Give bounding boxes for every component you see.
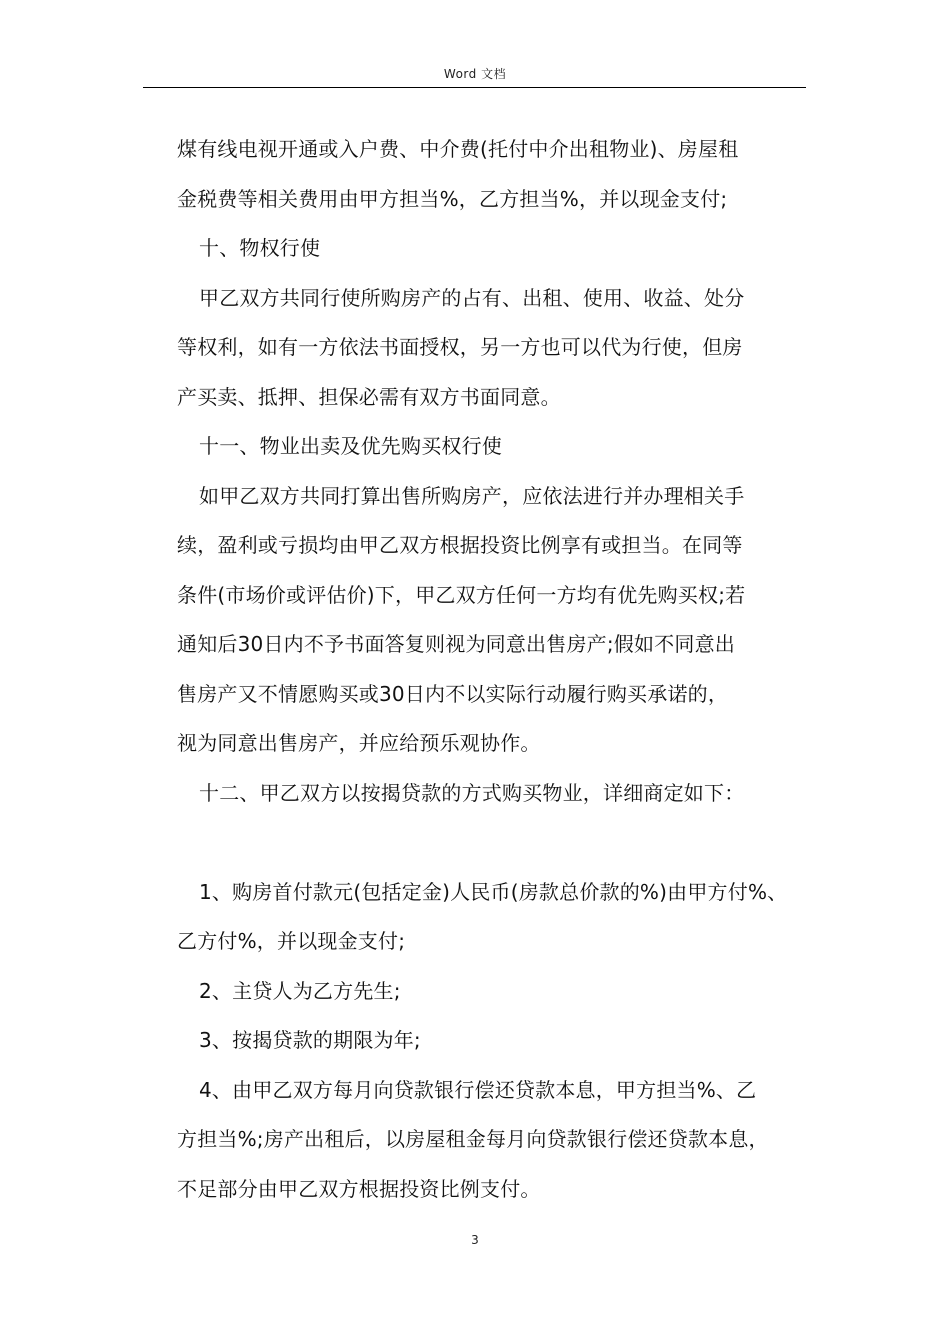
paragraph-line: 乙方付%，并以现金支付; xyxy=(177,929,406,953)
paragraph-line: 条件(市场价或评估价)下，甲乙双方任何一方均有优先购买权;若 xyxy=(177,582,746,607)
section-heading: 十二、甲乙双方以按揭贷款的方式购买物业，详细商定如下： xyxy=(199,780,745,805)
list-item: 1、购房首付款元(包括定金)人民币(房款总价款的%)由甲方付%、 xyxy=(199,879,788,904)
paragraph-line: 产买卖、抵押、担保必需有双方书面同意。 xyxy=(177,384,561,409)
blank-line xyxy=(177,818,809,868)
document-body xyxy=(177,125,809,1214)
page-header: Word 文档 xyxy=(443,67,507,81)
paragraph-line: 不足部分由甲乙双方根据投资比例支付。 xyxy=(177,1176,541,1201)
page-number: 3 xyxy=(471,1233,479,1247)
paragraph-line: 如甲乙双方共同打算出售所购房产，应依法进行并办理相关手 xyxy=(199,483,745,508)
list-item: 3、按揭贷款的期限为年; xyxy=(199,1028,421,1052)
list-item: 4、由甲乙双方每月向贷款银行偿还贷款本息，甲方担当%、乙 xyxy=(199,1077,757,1102)
paragraph-line: 甲乙双方共同行使所购房产的占有、出租、使用、收益、处分 xyxy=(199,285,745,310)
paragraph-line: 金税费等相关费用由甲方担当%，乙方担当%，并以现金支付; xyxy=(177,186,728,211)
paragraph-line: 视为同意出售房产，并应给预乐观协作。 xyxy=(177,731,541,755)
header-divider xyxy=(143,87,806,88)
section-heading: 十一、物业出卖及优先购买权行使 xyxy=(199,434,502,458)
section-heading: 十、物权行使 xyxy=(199,236,321,260)
list-item: 2、主贷人为乙方先生; xyxy=(199,978,401,1003)
paragraph-line: 通知后30日内不予书面答复则视为同意出售房产;假如不同意出 xyxy=(177,632,735,656)
paragraph-line: 方担当%;房产出租后，以房屋租金每月向贷款银行偿还贷款本息， xyxy=(177,1127,769,1151)
paragraph-line: 续，盈利或亏损均由甲乙双方根据投资比例享有或担当。在同等 xyxy=(177,533,743,557)
paragraph-line: 等权利，如有一方依法书面授权，另一方也可以代为行使，但房 xyxy=(177,335,743,359)
paragraph-line: 售房产又不情愿购买或30日内不以实际行动履行购买承诺的， xyxy=(177,681,729,706)
paragraph-line: 煤有线电视开通或入户费、中介费(托付中介出租物业)、房屋租 xyxy=(177,137,739,161)
